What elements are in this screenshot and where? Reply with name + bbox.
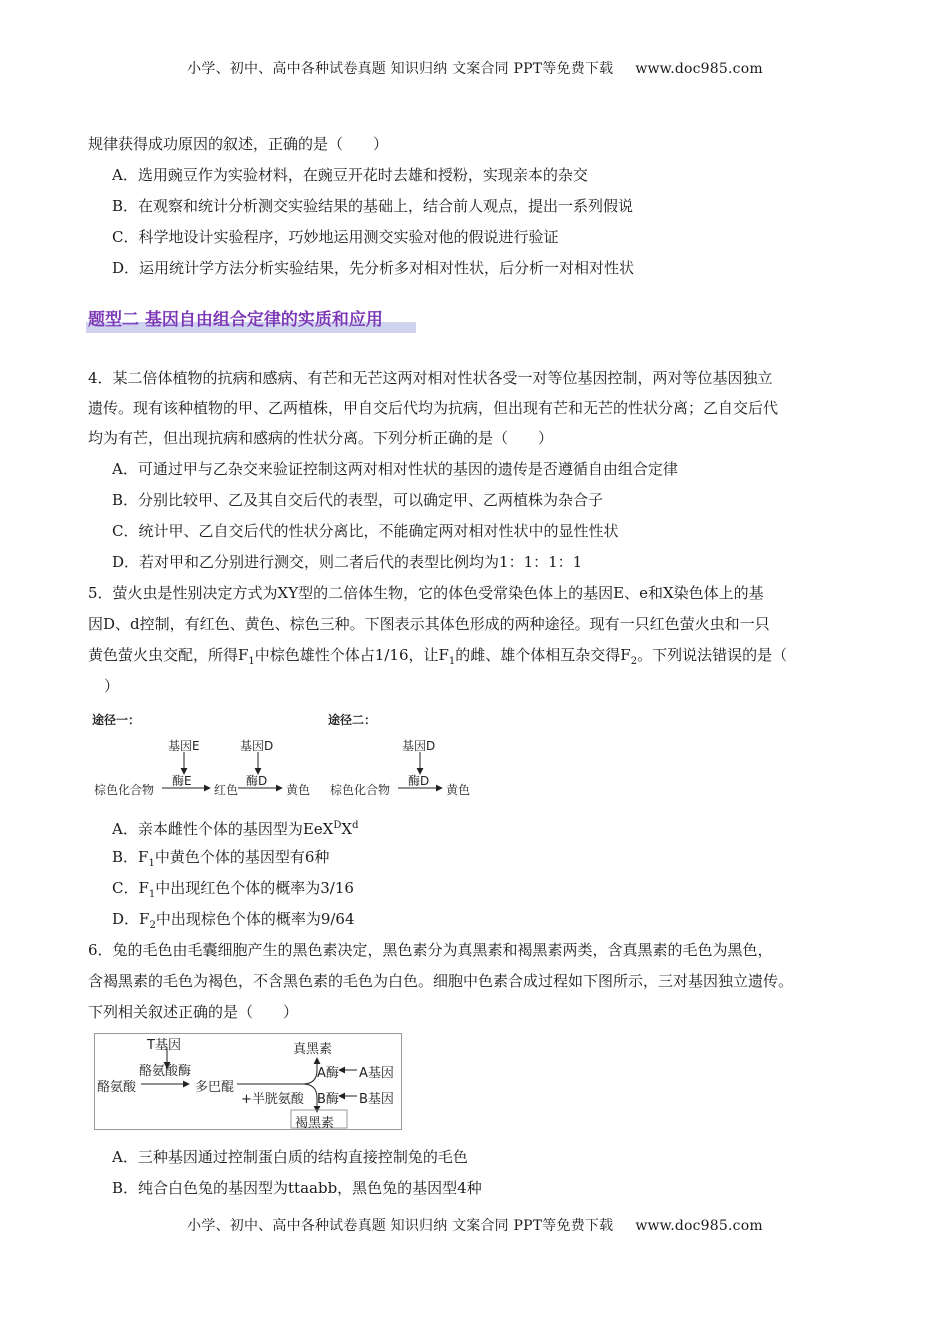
path1-gene-e: 基因E (168, 739, 200, 753)
q4-option-d: D．若对甲和乙分别进行测交，则二者后代的表型比例均为1：1：1：1 (112, 553, 583, 571)
q6-gene-a: A基因 (359, 1066, 394, 1081)
q4-option-a: A．可通过甲与乙杂交来验证控制这两对相对性状的基因的遗传是否遵循自由组合定律 (112, 460, 678, 478)
q5-l3-c: 中棕色雄性个体占1/16，让F (254, 646, 449, 664)
q5-option-c (112, 878, 354, 905)
q5-a-sup2: d (352, 820, 359, 831)
q4-option-b: B．分别比较甲、乙及其自交后代的表型，可以确定甲、乙两植株为杂合子 (112, 491, 604, 509)
q5-d-pre: D．F (112, 910, 150, 928)
q6-pheomelanin: 褐黑素 (295, 1116, 335, 1131)
q6-stem-line-2: 含褐黑素的毛色为褐色，不含黑色素的毛色为白色。细胞中色素合成过程如下图所示，三对基因独立遗传。 (88, 972, 794, 990)
q6-eumelanin: 真黑素 (293, 1042, 333, 1057)
q5-stem-line-2: 因D、d控制，有红色、黄色、棕色三种。下图表示其体色形成的两种途径。现有一只红色萤火虫和一只 (88, 615, 770, 633)
q5-stem-line-1: 5．萤火虫是性别决定方式为XY型的二倍体生物，它的体色受常染色体上的基因E、e和X染色体上的基 (88, 584, 764, 602)
q5-l3-sub2: 1 (448, 656, 456, 667)
path2-enzyme-d: 酶D (408, 774, 430, 788)
q4-stem-line-1: 4．某二倍体植物的抗病和感病、有芒和无芒这两对相对性状各受一对等位基因控制，两对等位基因独立 (88, 369, 773, 387)
q5-a-sup1: D (333, 820, 342, 831)
q5-l3-sub1: 1 (248, 656, 255, 667)
header-text: 小学、初中、高中各种试卷真题 知识归纳 文案合同 PPT等免费下载 (187, 61, 614, 77)
q3-option-b: B．在观察和统计分析测交实验结果的基础上，结合前人观点，提出一系列假说 (112, 197, 634, 215)
q3-option-a: A．选用豌豆作为实验材料，在豌豆开花时去雄和授粉，实现亲本的杂交 (112, 166, 588, 184)
q5-l3-sub3: 2 (630, 656, 638, 667)
q6-gene-t: T基因 (147, 1038, 181, 1053)
footer-url[interactable]: www.doc985.com (635, 1218, 763, 1234)
q5-figure-path1 (92, 708, 322, 800)
q5-a-pre: A．亲本雌性个体的基因型为EeX (112, 820, 334, 838)
q6-figure-inner (95, 1034, 401, 1129)
q4-stem-line-3: 均为有芒，但出现抗病和感病的性状分离。下列分析正确的是（ ） (88, 429, 554, 447)
q5-figure-path2 (328, 708, 488, 800)
q6-tyrosinase: 酪氨酸酶 (139, 1064, 192, 1079)
q4-stem-line-2: 遗传。现有该种植物的甲、乙两植株，甲自交后代均为抗病，但出现有芒和无芒的性状分离；乙自交后代 (88, 399, 779, 417)
page-header (0, 58, 950, 78)
q5-l3-a: 黄色萤火虫交配，所得F (88, 646, 249, 664)
page-footer (0, 1215, 950, 1235)
q6-option-b: B．纯合白色兔的基因型为ttaabb，黑色兔的基因型4种 (112, 1179, 482, 1197)
q4-option-c: C．统计甲、乙自交后代的性状分离比，不能确定两对相对性状中的显性性状 (112, 522, 619, 540)
path1-gene-d: 基因D (240, 739, 274, 753)
q5-c-post: 中出现红色个体的概率为3/16 (155, 879, 354, 897)
section-title-text: 题型二 基因自由组合定律的实质和应用 (88, 310, 383, 330)
q5-a-mid: X (341, 820, 353, 838)
path2-yellow: 黄色 (446, 783, 471, 797)
q5-stem-line-4: ） (104, 677, 120, 695)
q6-enzyme-b: B酶 (317, 1092, 339, 1107)
section-title (86, 306, 436, 334)
q6-option-a: A．三种基因通过控制蛋白质的结构直接控制兔的毛色 (112, 1148, 468, 1166)
q5-d-post: 中出现棕色个体的概率为9/64 (155, 910, 355, 928)
q6-pathway-arrows (95, 1034, 401, 1129)
q5-stem-line-3 (88, 645, 787, 672)
q5-b-post: 中黄色个体的基因型有6种 (154, 848, 330, 866)
q6-dopaquinone: 多巴醌 (195, 1080, 235, 1095)
q3-stem-tail: 规律获得成功原因的叙述，正确的是（ ） (88, 135, 389, 153)
path1-enzyme-d: 酶D (246, 774, 268, 788)
q3-option-c: C．科学地设计实验程序，巧妙地运用测交实验对他的假说进行验证 (112, 228, 559, 246)
path2-gene-d: 基因D (402, 739, 436, 753)
q5-l3-e: 的雌、雄个体相互杂交得F (455, 646, 631, 664)
q6-stem-line-3: 下列相关叙述正确的是（ ） (88, 1003, 299, 1021)
path1-red: 红色 (214, 783, 239, 797)
q5-c-pre: C．F (112, 879, 149, 897)
path1-enzyme-e: 酶E (172, 774, 192, 788)
q5-option-d (112, 909, 355, 936)
path2-title: 途径二： (328, 713, 377, 727)
path2-brown-compound: 棕色化合物 (330, 783, 391, 797)
path1-brown-compound: 棕色化合物 (94, 783, 155, 797)
q6-stem-line-1: 6．兔的毛色由毛囊细胞产生的黑色素决定，黑色素分为真黑素和褐黑素两类，含真黑素的毛色为黑色， (88, 941, 773, 959)
q5-b-pre: B．F (112, 848, 149, 866)
q6-gene-b: B基因 (359, 1092, 394, 1107)
q6-cysteine: +半胱氨酸 (241, 1092, 304, 1107)
q5-option-a (112, 816, 358, 839)
q5-d-sub: 2 (149, 920, 156, 931)
q6-figure (94, 1033, 402, 1130)
q6-tyrosine: 酪氨酸 (97, 1080, 137, 1095)
q6-enzyme-a: A酶 (317, 1066, 339, 1081)
q5-b-sub: 1 (148, 858, 155, 869)
path1-title: 途径一： (92, 713, 141, 727)
q5-option-b (112, 847, 329, 874)
path1-yellow: 黄色 (286, 783, 311, 797)
header-url[interactable]: www.doc985.com (635, 61, 763, 77)
q5-l3-g: 。下列说法错误的是（ (637, 646, 788, 664)
footer-text: 小学、初中、高中各种试卷真题 知识归纳 文案合同 PPT等免费下载 (187, 1218, 614, 1234)
q3-option-d: D．运用统计学方法分析实验结果，先分析多对相对性状，后分析一对相对性状 (112, 259, 635, 277)
q5-c-sub: 1 (148, 889, 156, 900)
